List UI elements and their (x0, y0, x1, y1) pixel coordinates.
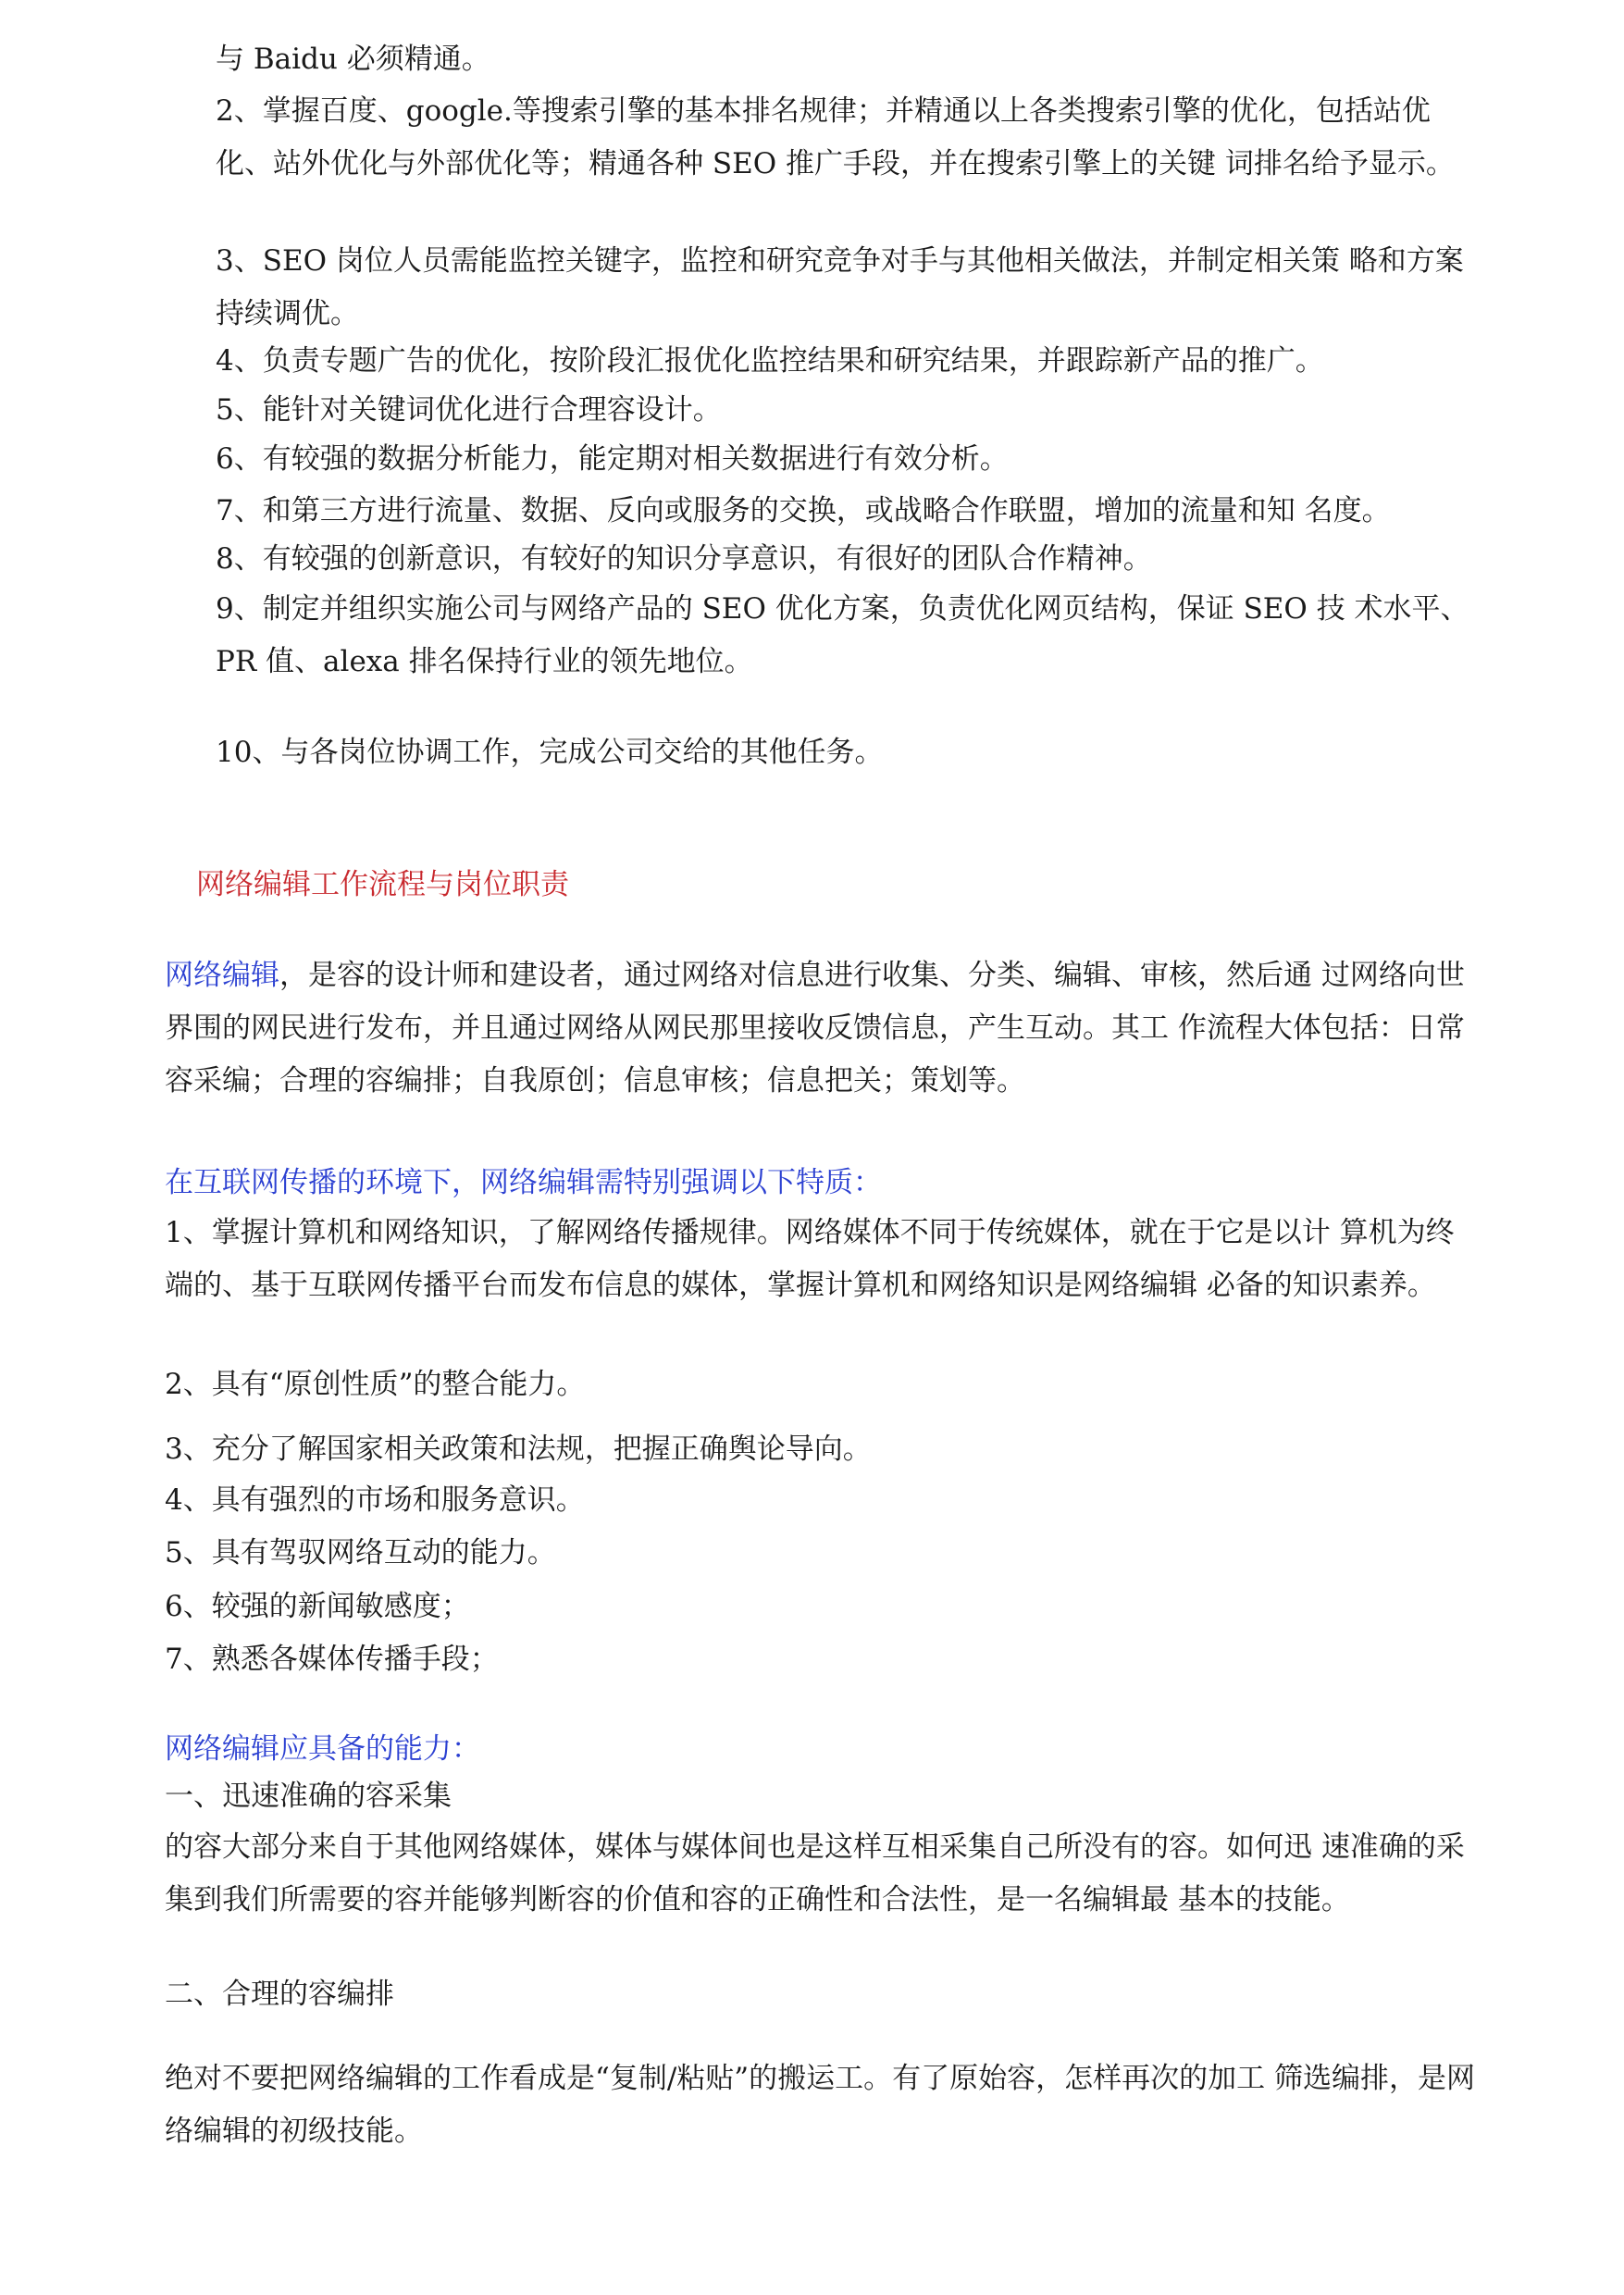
trait-item-2: 2、具有“原创性质”的整合能力。 (165, 1368, 586, 1401)
trait-item-3: 3、充分了解国家相关政策和法规，把握正确舆论导向。 (165, 1433, 872, 1466)
seo-item-7: 7、和第三方进行流量、数据、反向或服务的交换，或战略合作联盟，增加的流量和知 名度。 (216, 494, 1391, 527)
trait-item-6: 6、较强的新闻敏感度； (165, 1590, 470, 1623)
seo-item-6: 6、有较强的数据分析能力，能定期对相关数据进行有效分析。 (216, 442, 1009, 476)
traits-heading: 在互联网传播的环境下，网络编辑需特别强调以下特质： (165, 1166, 882, 1199)
seo-item-5: 5、能针对关键词优化进行合理容设计。 (216, 393, 722, 427)
trait-item-7: 7、熟悉各媒体传播手段； (165, 1643, 499, 1676)
intro-paragraph (165, 949, 1479, 1108)
intro-highlight: 网络编辑 (165, 959, 279, 992)
trait-item-5: 5、具有驾驭网络互动的能力。 (165, 1536, 556, 1569)
section-title: 网络编辑工作流程与岗位职责 (196, 868, 569, 901)
ability-2-text: 绝对不要把网络编辑的工作看成是“复制/粘贴”的搬运工。有了原始容，怎样再次的加工 筛选编排，是网络编辑的初级技能。 (165, 2062, 1475, 2148)
trait-item-4: 4、具有强烈的市场和服务意识。 (165, 1483, 585, 1517)
seo-item-2: 2、掌握百度、google.等搜索引擎的基本排名规律；并精通以上各类搜索引擎的优化，包括站优化、站外优化与外部优化等；精通各种 SEO 推广手段，并在搜索引擎上的关键 词排名给予显示。 (216, 94, 1455, 180)
trait-item-1: 1、掌握计算机和网络知识，了解网络传播规律。网络媒体不同于传统媒体，就在于它是以计 算机为终端的、基于互联网传播平台而发布信息的媒体，掌握计算机和网络知识是网络编辑 必备的知识素养。 (165, 1216, 1455, 1302)
seo-item-3: 3、SEO 岗位人员需能监控关键字，监控和研究竞争对手与其他相关做法，并制定相关策 略和方案持续调优。 (216, 244, 1464, 330)
seo-item-4: 4、负责专题广告的优化，按阶段汇报优化监控结果和研究结果，并跟踪新产品的推广。 (216, 344, 1324, 378)
ability-heading: 网络编辑应具备的能力： (165, 1732, 480, 1766)
seo-item-8: 8、有较强的创新意识，有较好的知识分享意识，有很好的团队合作精神。 (216, 542, 1152, 576)
ability-2-title: 二、合理的容编排 (165, 1978, 394, 2011)
seo-item-9: 9、制定并组织实施公司与网络产品的 SEO 优化方案，负责优化网页结构，保证 SEO 技 术水平、PR 值、alexa 排名保持行业的领先地位。 (216, 592, 1469, 678)
seo-item-1: 与 Baidu 必须精通。 (216, 43, 490, 76)
ability-1-text: 的容大部分来自于其他网络媒体，媒体与媒体间也是这样互相采集自己所没有的容。如何迅 速准确的采集到我们所需要的容并能够判断容的价值和容的正确性和合法性，是一名编辑最 基本的技能。 (165, 1830, 1465, 1917)
seo-item-10: 10、与各岗位协调工作，完成公司交给的其他任务。 (216, 736, 884, 769)
intro-text: ，是容的设计师和建设者，通过网络对信息进行收集、分类、编辑、审核，然后通 过网络向世界围的网民进行发布，并且通过网络从网民那里接收反馈信息，产生互动。其工 作流程大体包括：日常容采编；合理的容编排；自我原创；信息审核；信息把关；策划等。 (165, 959, 1465, 1098)
ability-1-title: 一、迅速准确的容采集 (165, 1780, 452, 1813)
